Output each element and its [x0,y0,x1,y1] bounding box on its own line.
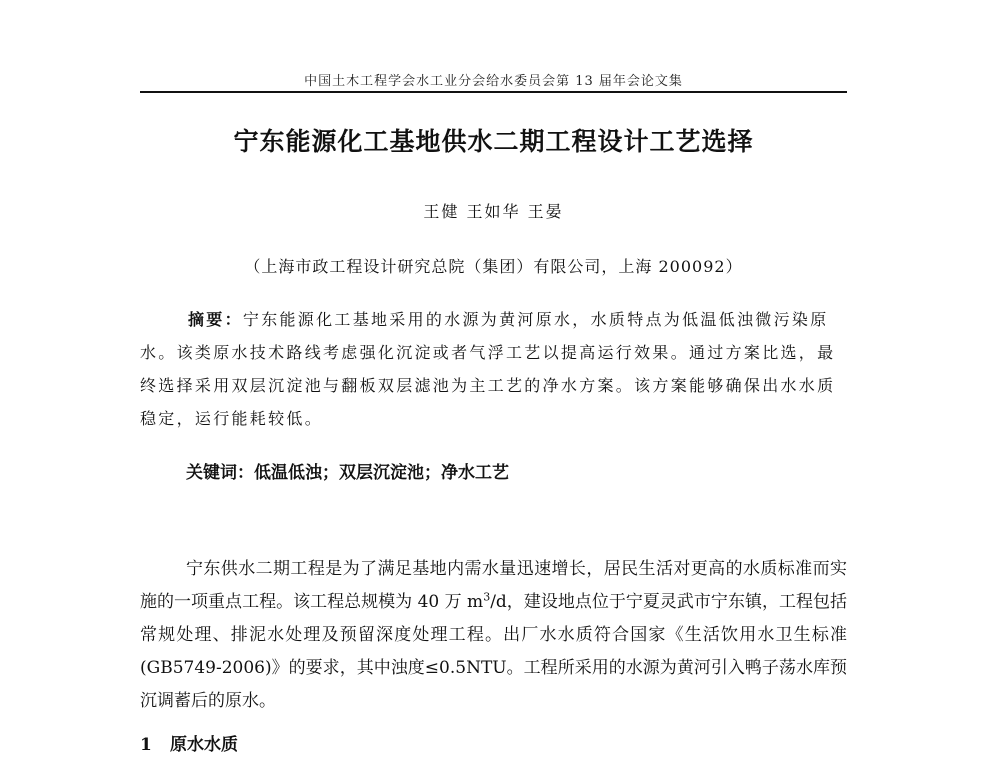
section-title: 原水水质 [170,735,238,755]
authors: 王健 王如华 王晏 [423,202,564,221]
paper-title: 宁东能源化工基地供水二期工程设计工艺选择 [233,127,754,156]
section-heading [140,730,847,755]
body-text-part1: 宁东供水二期工程是为了满足基地内需水量迅速增长，居民生活对更高的水质标准而实施的一项重点工程。该工程总规模为 40 万 m [140,559,847,612]
abstract-text: 宁东能源化工基地采用的水源为黄河原水，水质特点为低温低浊微污染原水。该类原水技术路线考虑强化沉淀或者气浮工艺以提高运行效果。通过方案比选，最终选择采用双层沉淀池与翻板双层滤池为主工艺的净水方案。该方案能够确保出水水质稳定，运行能耗较低。 [140,310,836,428]
affiliation: （上海市政工程设计研究总院（集团）有限公司，上海 200092） [244,257,743,276]
keywords-label: 关键词： [186,463,254,483]
body-text-part2: /d，建设地点位于宁夏灵武市宁东镇，工程包括常规处理、排泥水处理及预留深度处理工程。出厂水水质符合国家《生活饮用水卫生标准(GB5749-2006)》的要求，其中浊度≤0.5NTU。工程所采用的水源为黄河引入鸭子荡水库预沉调蓄后的原水。 [140,592,848,711]
header-rule [140,91,847,93]
body-paragraph [140,553,847,718]
superscript: 3 [483,590,491,604]
section-number: 1 [140,735,152,755]
keywords [186,458,846,483]
abstract [140,303,847,435]
running-header: 中国土木工程学会水工业分会给水委员会第 13 届年会论文集 [304,74,683,89]
keywords-text: 低温低浊；双层沉淀池；净水工艺 [254,463,509,483]
abstract-label: 摘要： [188,310,243,329]
